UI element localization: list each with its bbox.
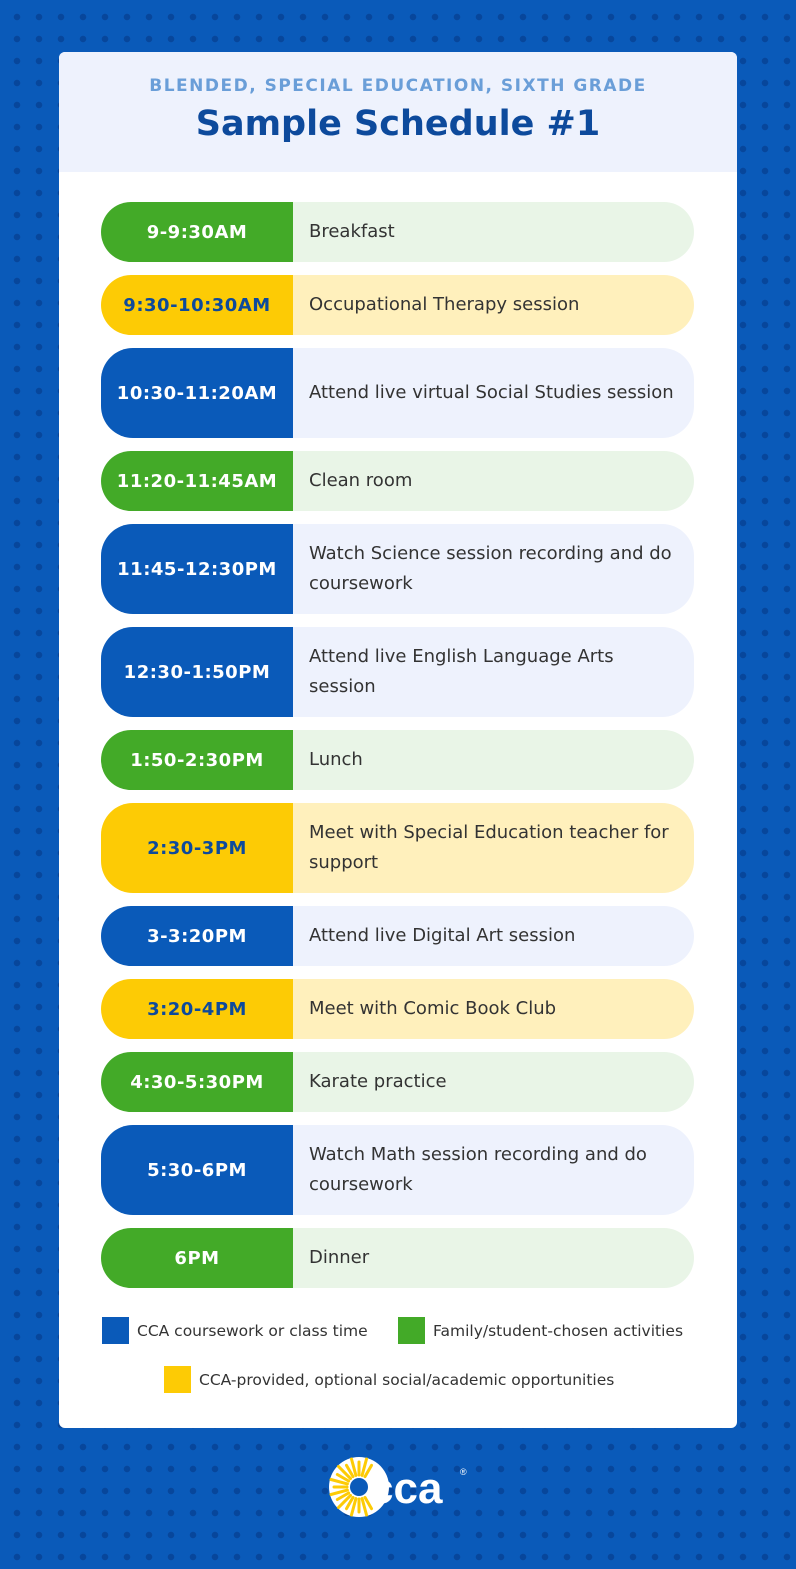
time-label: 10:30-11:20AM (101, 348, 293, 438)
time-label: 3:20-4PM (101, 979, 293, 1039)
schedule-row (101, 1125, 694, 1215)
logo-text: cca (369, 1464, 443, 1513)
cca-logo (327, 1453, 469, 1521)
legend-swatch-green (398, 1317, 425, 1344)
schedule-card (59, 52, 737, 1428)
schedule-row (101, 803, 694, 893)
time-label: 3-3:20PM (101, 906, 293, 966)
time-label: 1:50-2:30PM (101, 730, 293, 790)
registered-mark: ® (460, 1467, 467, 1477)
legend-label: Family/student-chosen activities (433, 1321, 684, 1340)
time-label: 11:45-12:30PM (101, 524, 293, 614)
legend-item-green (398, 1317, 683, 1344)
schedule-row (101, 627, 694, 717)
time-label: 9-9:30AM (101, 202, 293, 262)
activity-label: Occupational Therapy session (293, 275, 694, 335)
schedule-row (101, 202, 694, 262)
activity-label: Watch Science session recording and do coursework (293, 524, 694, 614)
time-label: 2:30-3PM (101, 803, 293, 893)
schedule-row (101, 979, 694, 1039)
schedule-row (101, 906, 694, 966)
schedule-row (101, 451, 694, 511)
activity-label: Attend live Digital Art session (293, 906, 694, 966)
activity-label: Attend live English Language Arts session (293, 627, 694, 717)
time-label: 6PM (101, 1228, 293, 1288)
time-label: 5:30-6PM (101, 1125, 293, 1215)
schedule-row (101, 1052, 694, 1112)
activity-label: Clean room (293, 451, 694, 511)
legend-label: CCA coursework or class time (137, 1321, 368, 1340)
legend-swatch-yellow (164, 1366, 191, 1393)
activity-label: Watch Math session recording and do coursework (293, 1125, 694, 1215)
schedule-row (101, 275, 694, 335)
activity-label: Meet with Comic Book Club (293, 979, 694, 1039)
activity-label: Attend live virtual Social Studies session (293, 348, 694, 438)
activity-label: Breakfast (293, 202, 694, 262)
schedule-row (101, 348, 694, 438)
time-label: 12:30-1:50PM (101, 627, 293, 717)
schedule-row (101, 730, 694, 790)
card-header (59, 52, 737, 172)
schedule-subtitle: BLENDED, SPECIAL EDUCATION, SIXTH GRADE (149, 76, 647, 96)
schedule-row (101, 524, 694, 614)
schedule-row (101, 1228, 694, 1288)
legend-item-yellow (164, 1366, 614, 1393)
legend-swatch-blue (102, 1317, 129, 1344)
activity-label: Dinner (293, 1228, 694, 1288)
activity-label: Lunch (293, 730, 694, 790)
legend-item-blue (102, 1317, 368, 1344)
legend (59, 1307, 737, 1397)
time-label: 9:30-10:30AM (101, 275, 293, 335)
legend-label: CCA-provided, optional social/academic opportunities (199, 1370, 615, 1389)
schedule-title: Sample Schedule #1 (195, 104, 601, 144)
activity-label: Karate practice (293, 1052, 694, 1112)
time-label: 11:20-11:45AM (101, 451, 293, 511)
time-label: 4:30-5:30PM (101, 1052, 293, 1112)
sunburst-icon (327, 1453, 469, 1521)
activity-label: Meet with Special Education teacher for support (293, 803, 694, 893)
